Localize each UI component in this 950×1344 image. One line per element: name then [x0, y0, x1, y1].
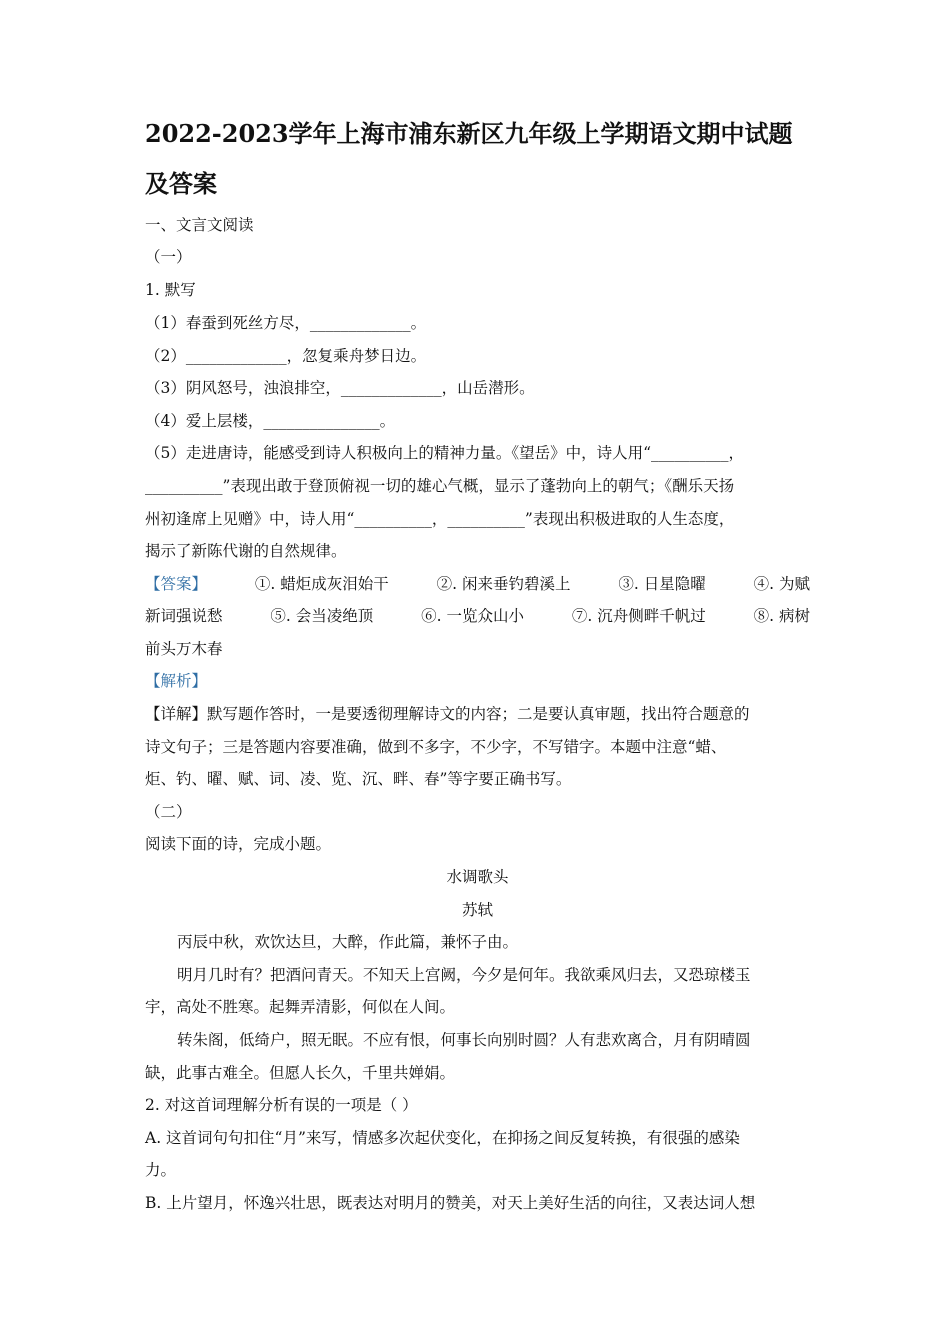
poem-line: 转朱阁，低绮户，照无眠。不应有恨，何事长向别时圆？人有悲欢离合，月有阴晴圆: [177, 1031, 751, 1049]
poem-line: 宇，高处不胜寒。起舞弄清影，何似在人间。: [145, 998, 456, 1016]
poem-title: 水调歌头: [446, 868, 509, 886]
poem-author: 苏轼: [461, 901, 493, 919]
answer-item: ③. 日星隐曜: [618, 575, 706, 593]
dictation-item: （2）_____________，忽复乘舟梦日边。: [145, 347, 427, 365]
dictation-item: 州初逢席上见赠》中，诗人用“__________，__________”表现出积极进取的人生态度，: [145, 510, 735, 528]
detail-line: 【详解】默写题作答时，一是要透彻理解诗文的内容；二是要认真审题，找出符合题意的: [145, 705, 750, 723]
document-title-line1: 2022-2023学年上海市浦东新区九年级上学期语文期中试题: [145, 119, 793, 148]
answer-item: ⑧. 病树: [753, 607, 810, 625]
answer-item: ④. 为赋: [753, 575, 810, 593]
answer-label: 【答案】: [145, 575, 208, 593]
question-1-title: 1. 默写: [145, 281, 196, 299]
dictation-item: （3）阴风怒号，浊浪排空，_____________，山岳潜形。: [145, 379, 535, 397]
answer-row-2: [145, 605, 810, 627]
option-b-line1: B. 上片望月，怀逸兴壮思，既表达对明月的赞美，对天上美好生活的向往，又表达词人想: [145, 1194, 756, 1212]
analysis-label: 【解析】: [145, 672, 208, 690]
dictation-item: （5）走进唐诗，能感受到诗人积极向上的精神力量。《望岳》中，诗人用“__________，: [145, 444, 745, 462]
answer-row-1: [145, 573, 810, 595]
dictation-item: 揭示了新陈代谢的自然规律。: [145, 542, 347, 560]
answer-row-3: 前头万木春: [145, 640, 223, 658]
answer-item: ⑦. 沉舟侧畔千帆过: [571, 607, 706, 625]
poem-line: 明月几时有？把酒问青天。不知天上宫阙，今夕是何年。我欲乘风归去，又恐琼楼玉: [177, 966, 751, 984]
option-a-line1: A. 这首词句句扣住“月”来写，情感多次起伏变化，在抑扬之间反复转换，有很强的感染: [145, 1129, 740, 1147]
detail-line: 诗文句子；三是答题内容要准确，做到不多字，不少字，不写错字。本题中注意“蜡、: [145, 738, 727, 756]
answer-item: ⑤. 会当凌绝顶: [270, 607, 374, 625]
dictation-item: （4）爱上层楼，_______________。: [145, 412, 396, 430]
section-heading: 一、文言文阅读: [145, 216, 254, 234]
question-2: 2. 对这首词理解分析有误的一项是（ ）: [145, 1096, 418, 1114]
answer-item: ①. 蜡炬成灰泪始干: [254, 575, 389, 593]
answer-item: 新词强说愁: [145, 607, 223, 625]
reading-intro: 阅读下面的诗，完成小题。: [145, 835, 332, 853]
document-title-line2: 及答案: [145, 169, 217, 198]
dictation-item: （1）春蚕到死丝方尽，_____________。: [145, 314, 427, 332]
answer-item: ⑥. 一览众山小: [421, 607, 524, 625]
part-label-1: （一）: [145, 248, 192, 266]
poem-line: 缺，此事古难全。但愿人长久，千里共婵娟。: [145, 1064, 456, 1082]
part-label-2: （二）: [145, 803, 192, 821]
detail-line: 炬、钓、曜、赋、词、凌、览、沉、畔、春”等字要正确书写。: [145, 770, 572, 788]
dictation-item: __________”表现出敢于登顶俯视一切的雄心气概，显示了蓬勃向上的朝气；《酬乐天扬: [145, 477, 735, 495]
answer-item: ②. 闲来垂钓碧溪上: [436, 575, 571, 593]
poem-line: 丙辰中秋，欢饮达旦，大醉，作此篇，兼怀子由。: [177, 933, 519, 951]
option-a-line2: 力。: [145, 1161, 177, 1179]
